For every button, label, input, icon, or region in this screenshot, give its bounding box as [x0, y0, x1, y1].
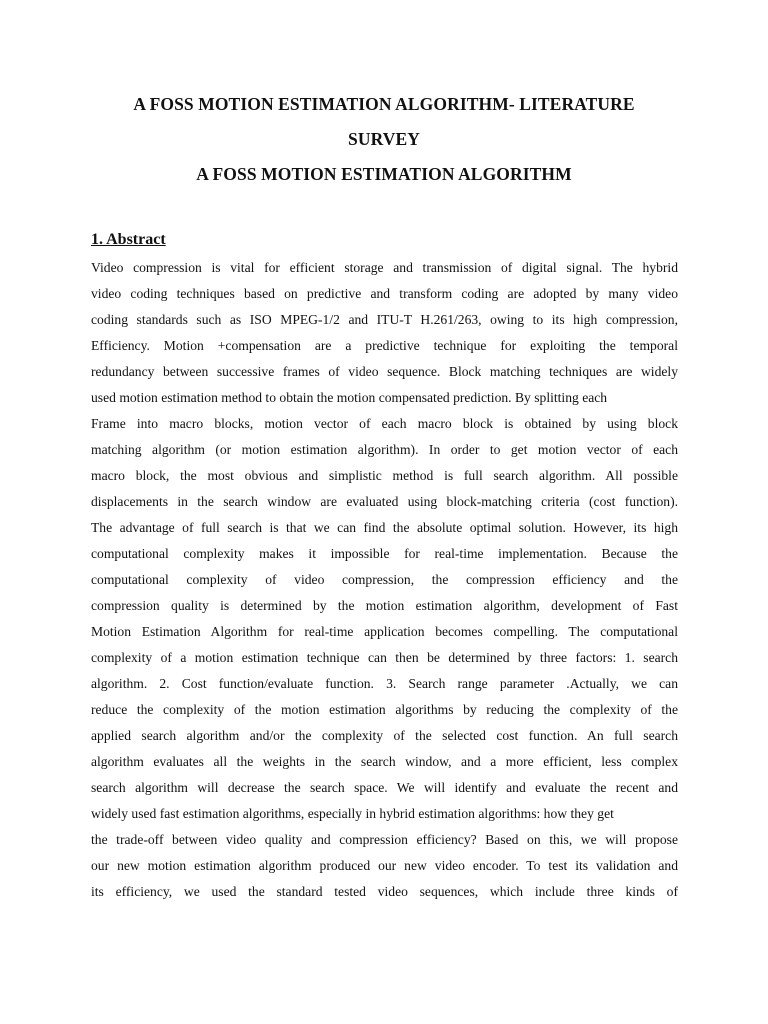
abstract-line: Efficiency. Motion +compensation are a predictive technique for exploiting the temporal [91, 338, 678, 353]
abstract-line: the trade-off between video quality and compression efficiency? Based on this, we will propose [91, 832, 678, 847]
abstract-line: macro block, the most obvious and simplistic method is full search algorithm. All possible [91, 468, 678, 483]
abstract-line: complexity of a motion estimation technique can then be determined by three factors: 1. search [91, 650, 678, 665]
abstract-line: reduce the complexity of the motion estimation algorithms by reducing the complexity of the [91, 702, 678, 717]
abstract-line: our new motion estimation algorithm produced our new video encoder. To test its validation and [91, 858, 678, 873]
abstract-line: widely used fast estimation algorithms, especially in hybrid estimation algorithms: how they get [91, 806, 614, 821]
abstract-line: used motion estimation method to obtain the motion compensated prediction. By splitting each [91, 390, 608, 405]
section-heading-abstract: 1. Abstract [91, 231, 166, 248]
abstract-line: coding standards such as ISO MPEG-1/2 and ITU-T H.261/263, owing to its high compression, [91, 312, 678, 327]
abstract-line: its efficiency, we used the standard tested video sequences, which include three kinds of [91, 884, 678, 899]
abstract-line: algorithm evaluates all the weights in the search window, and a more efficient, less complex [91, 754, 678, 769]
document-title-line-2: SURVEY [348, 129, 420, 149]
document-subtitle: A FOSS MOTION ESTIMATION ALGORITHM [196, 164, 572, 184]
document-title-line-1: A FOSS MOTION ESTIMATION ALGORITHM- LITERATURE [133, 94, 635, 114]
abstract-line: computational complexity makes it impossible for real-time implementation. Because the [91, 546, 678, 561]
abstract-line: applied search algorithm and/or the complexity of the selected cost function. An full search [91, 728, 678, 743]
abstract-line: The advantage of full search is that we can find the absolute optimal solution. However, its high [91, 520, 678, 535]
abstract-line: video coding techniques based on predictive and transform coding are adopted by many video [91, 286, 678, 301]
abstract-line: search algorithm will decrease the search space. We will identify and evaluate the recent and [91, 780, 678, 795]
abstract-line: Video compression is vital for efficient storage and transmission of digital signal. The hybrid [91, 260, 678, 275]
abstract-line: displacements in the search window are evaluated using block-matching criteria (cost function). [91, 494, 678, 509]
abstract-line: matching algorithm (or motion estimation algorithm). In order to get motion vector of each [91, 442, 678, 457]
abstract-line: Frame into macro blocks, motion vector of each macro block is obtained by using block [91, 416, 678, 431]
abstract-line: compression quality is determined by the motion estimation algorithm, development of Fast [91, 598, 678, 613]
abstract-line: computational complexity of video compression, the compression efficiency and the [91, 572, 678, 587]
abstract-line: Motion Estimation Algorithm for real-time application becomes compelling. The computational [91, 624, 678, 639]
abstract-line: redundancy between successive frames of video sequence. Block matching techniques are widely [91, 364, 678, 379]
abstract-line: algorithm. 2. Cost function/evaluate function. 3. Search range parameter .Actually, we can [91, 676, 678, 691]
